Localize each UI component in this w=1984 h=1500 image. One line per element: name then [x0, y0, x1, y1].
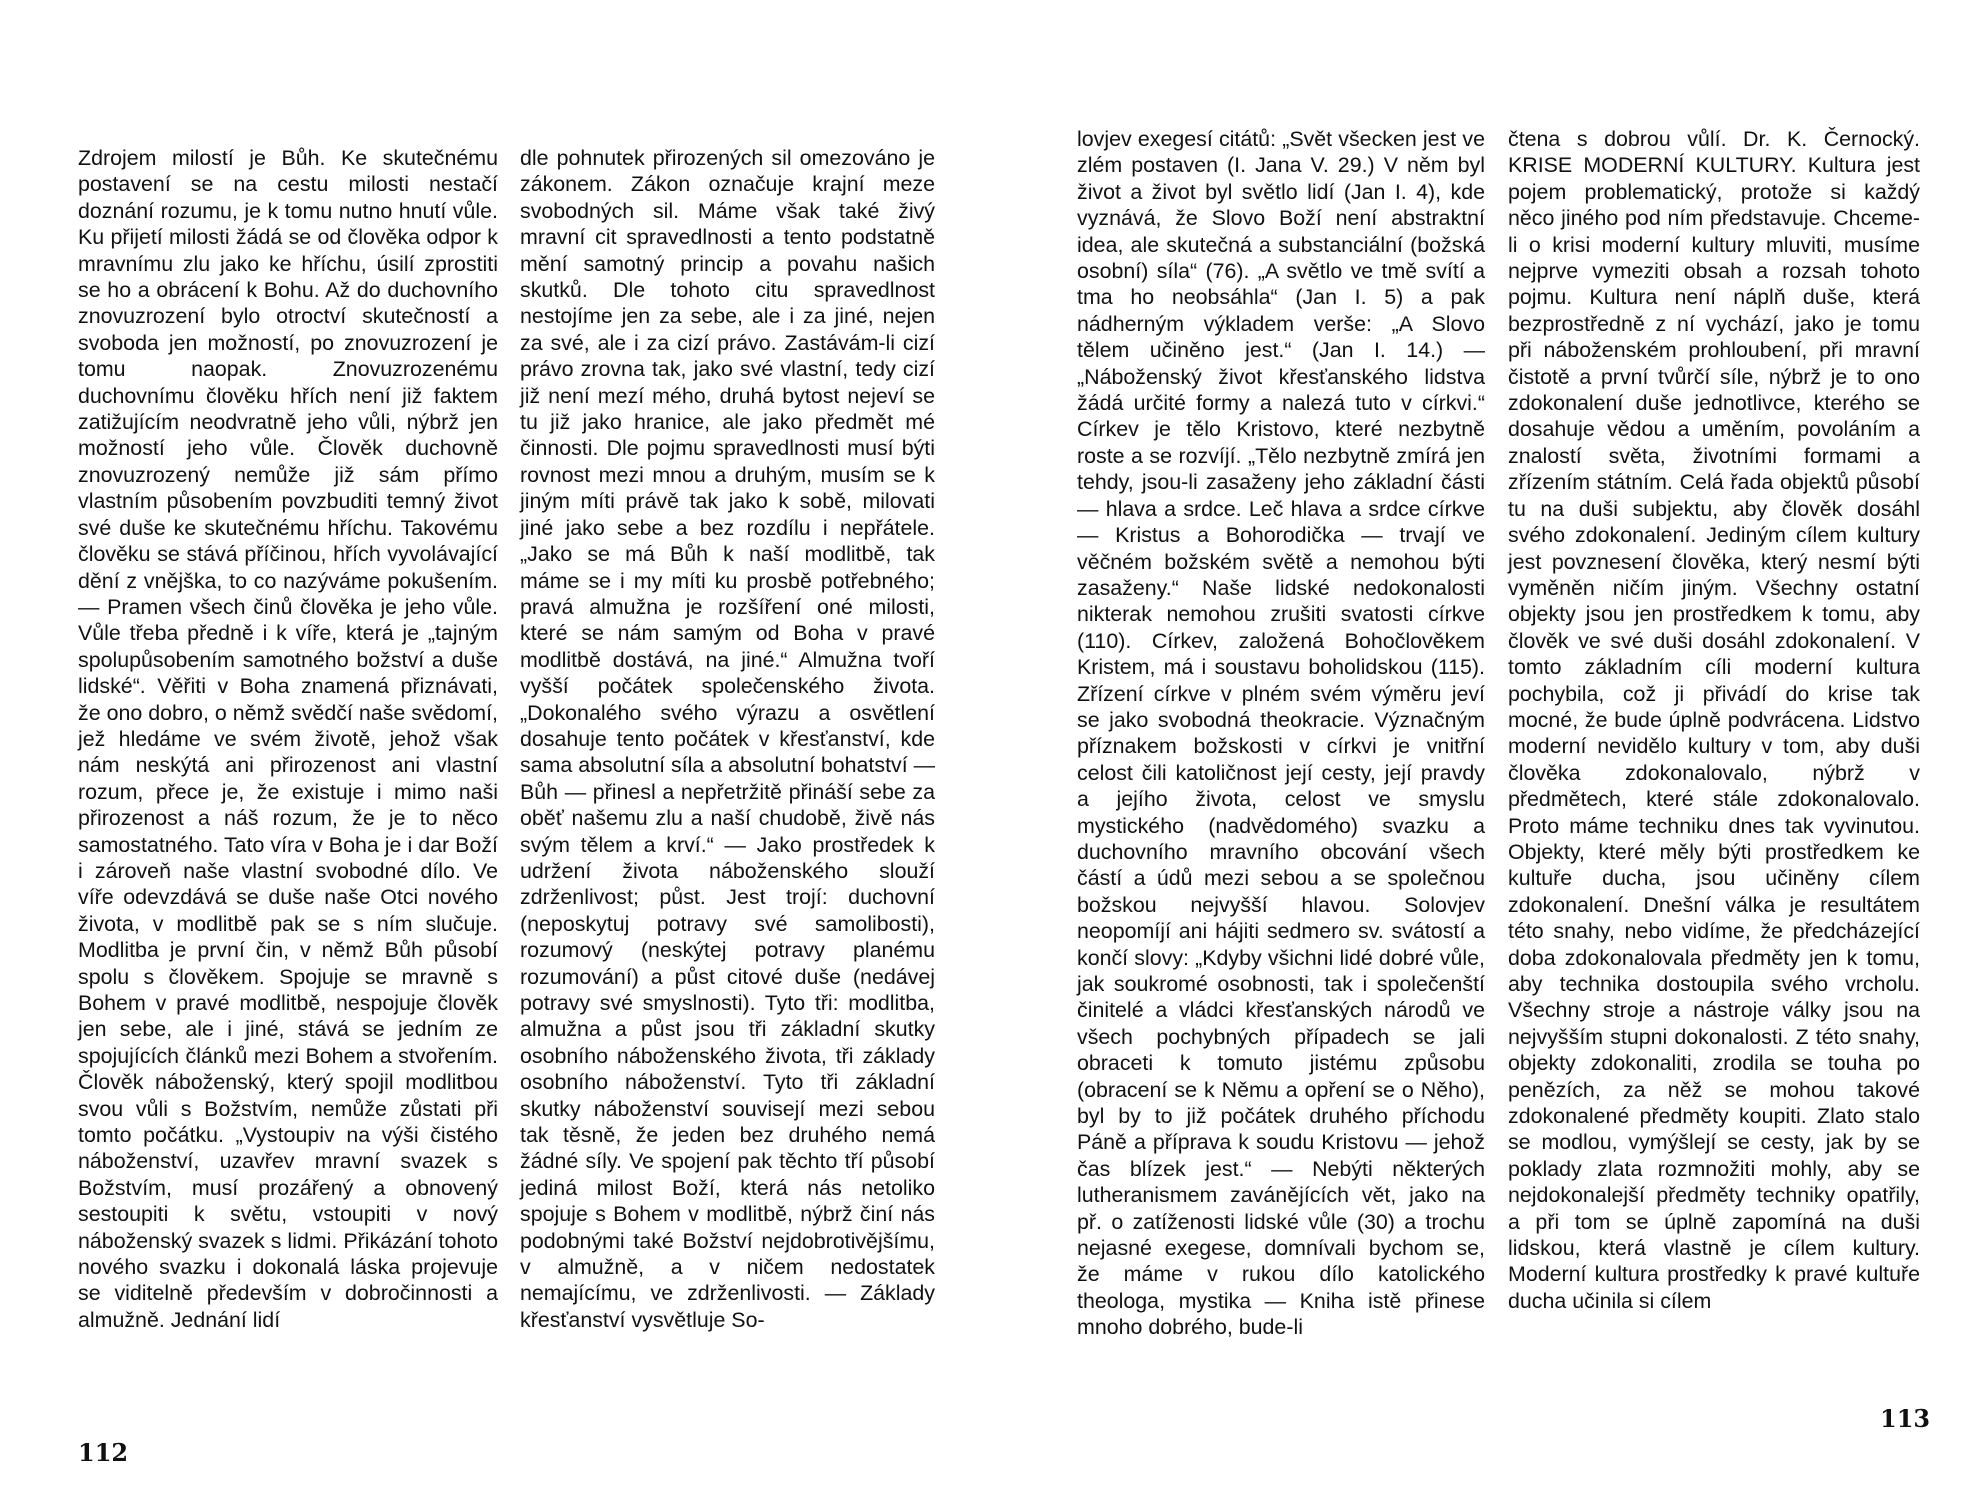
right-page-column-2: čtena s dobrou vůlí. Dr. K. Černocký. KRISE MODERNÍ KULTURY. Kultura jest pojem problematický, protože si každý něco jiného pod ním představuje. Chceme-li o krisi moderní kultury mluviti, musíme nejprve vymeziti obsah a rozsah tohoto pojmu. Kultura není náplň duše, která bezprostředně z ní vychází, jako je tomu při náboženském prohloubení, při mravní čistotě a první tvůrčí síle, nýbrž je to ono zdokonalení duše jednotlivce, kterého se dosahuje vědou a uměním, povoláním a znalostí světa, životními formami a zřízením státním. Celá řada objektů působí tu na duši subjektu, aby člověk dosáhl svého zdokonalení. Jediným cílem kultury jest povznesení člověka, který nesmí býti vyměněn ničím jiným. Všechny ostatní objekty jsou jen prostředkem k tomu, aby člověk ve své duši dosáhl zdokonalení. V tomto základním cíli moderní kultura pochybila, což ji přivádí do krise tak mocné, že bude úplně podvrácena. Lidstvo moderní nevidělo kultury v tom, aby duši člověka zdokonalovalo, nýbrž v předmětech, které stále zdokonalovalo. Proto máme techniku dnes tak vyvinutou. Objekty, které měly býti prostředkem ke kultuře ducha, jsou učiněny cílem zdokonalení. Dnešní válka je resultátem této snahy, nebo vidíme, že předcházející doba zdokonalovala předměty jen k tomu, aby technika dostoupila svého vrcholu. Všechny stroje a nástroje války jsou na nejvyšším stupni dokonalosti. Z této snahy, objekty zdokonaliti, zrodila se touha po penězích, za něž se mohou takové zdokonalené předměty koupiti. Zlato stalo se modlou, vymýšlejí se cesty, jak by se poklady zlata rozmnožiti mohly, aby se nejdokonalejší předměty techniky opatřily, a při tom se úplně zapomíná na duši lidskou, která vlastně je cílem kultury. Moderní kultura prostředky k pravé kultuře ducha učinila si cílem	[1508, 127, 1920, 1313]
page-number-left: 112	[78, 1438, 129, 1467]
left-page-column-2: dle pohnutek přirozených sil omezováno je zákonem. Zákon označuje krajní meze svobodných sil. Máme však také živý mravní cit spravedlnosti a tento podstatně mění samotný princip a povahu našich skutků. Dle tohoto citu spravedlnost nestojíme jen za sebe, ale i za jiné, nejen za své, ale i za cizí právo. Zastávám-li cizí právo zrovna tak, jako své vlastní, tedy cizí již není mezí mého, druhá bytost nejeví se tu již jako hranice, ale jako předmět mé činnosti. Dle pojmu spravedlnosti musí býti rovnost mezi mnou a druhým, musím se k jiným míti právě tak jako k sobě, milovati jiné jako sebe a bez rozdílu i nepřátele. „Jako se má Bůh k naší modlitbě, tak máme se i my míti ku prosbě potřebného; pravá almužna je rozšíření oné milosti, které se nám samým od Boha v pravé modlitbě dostává, na jiné.“ Almužna tvoří vyšší počátek společenského života. „Dokonalého svého výrazu a osvětlení dosahuje tento počátek v křesťanství, kde sama absolutní síla a absolutní bohatství — Bůh — přinesl a nepřetržitě přináší sebe za oběť našemu zlu a naší chudobě, živě nás svým tělem a krví.“ — Jako prostředek k udržení života náboženského slouží zdrženlivost; půst. Jest trojí: duchovní (neposkytuj potravy své samolibosti), rozumový (neskýtej potravy planému rozumování) a půst citové duše (nedávej potravy své smyslnosti). Tyto tři: modlitba, almužna a půst jsou tři základní skutky osobního náboženského života, tři základy osobního náboženství. Tyto tři základní skutky náboženství souvisejí mezi sebou tak těsně, že jeden bez druhého nemá žádné síly. Ve spojení pak těchto tří působí jediná milost Boží, která nás netoliko spojuje s Bohem v modlitbě, nýbrž činí nás podobnými také Božství nejdobrotivějšímu, v almužně, a v ničem nedostatek nemajícímu, ve zdrženlivosti. — Základy křesťanství vysvětluje So-	[520, 146, 935, 1332]
left-page-column-1: Zdrojem milostí je Bůh. Ke skutečnému postavení se na cestu milosti nestačí doznání rozumu, je k tomu nutno hnutí vůle. Ku přijetí milosti žádá se od člověka odpor k mravnímu zlu jako ke hříchu, úsilí zprostiti se ho a obrácení k Bohu. Až do duchovního znovuzrození bylo otroctví skutečností a svoboda jen možností, po znovuzrození je tomu naopak. Znovuzrozenému duchovnímu člověku hřích není již faktem zatižujícím neodvratně jeho vůli, nýbrž jen možností jeho vůle. Člověk duchovně znovuzrozený nemůže již sám přímo vlastním působením povzbuditi temný život své duše ke skutečnému hříchu. Takovému člověku se stává příčinou, hřích vyvolávající dění z vnějška, to co nazýváme pokušením. — Pramen všech činů člověka je jeho vůle. Vůle třeba předně i k víře, která je „tajným spolupůsobením samotného božství a duše lidské“. Věřiti v Boha znamená přiznávati, že ono dobro, o němž svědčí naše svědomí, jež hledáme ve svém životě, jehož však nám neskýtá ani přirozenost ani vlastní rozum, přece je, že existuje i mimo naši přirozenost a náš rozum, že je to něco samostatného. Tato víra v Boha je i dar Boží i zároveň naše vlastní svobodné dílo. Ve víře odevzdává se duše naše Otci nového života, v modlitbě pak se s ním slučuje. Modlitba je první čin, v němž Bůh působí spolu s člověkem. Spojuje se mravně s Bohem v pravé modlitbě, nespojuje člověk jen sebe, ale i jiné, stává se jedním ze spojujících článků mezi Bohem a stvořením. Člověk náboženský, který spojil modlitbou svou vůli s Božstvím, nemůže zůstati při tomto počátku. „Vystoupiv na výši čistého náboženství, uzavřev mravní svazek s Božstvím, musí prozářený a obnovený sestoupiti k světu, vstoupiti v nový náboženský svazek s lidmi. Přikázání tohoto nového svazku i dokonalá láska projevuje se viditelně především v dobročinnosti a almužně. Jednání lidí	[78, 146, 498, 1332]
right-page-column-1: lovjev exegesí citátů: „Svět všecken jest ve zlém postaven (I. Jana V. 29.) V něm byl život a život byl světlo lidí (Jan I. 4), kde vyznává, že Slovo Boží není abstraktní idea, ale skutečná a substanciální (božská osobní) síla“ (76). „A světlo ve tmě svítí a tma ho neobsáhla“ (Jan I. 5) a pak nádherným výkladem verše: „A Slovo tělem učiněno jest.“ (Jan I. 14.) — „Náboženský život křesťanského lidstva žádá určité formy a nalezá tuto v církvi.“ Církev je tělo Kristovo, které nezbytně roste a se rozvíjí. „Tělo nezbytně zmírá jen tehdy, jsou-li zasaženy jeho základní části — hlava a srdce. Leč hlava a srdce církve — Kristus a Bohorodička — trvají ve věčném božském světě a nemohou býti zasaženy.“ Naše lidské nedokonalosti nikterak nemohou zrušiti svatosti církve (110). Církev, založená Bohočlověkem Kristem, má i soustavu boholidskou (115). Zřízení církve v plném svém výměru jeví se jako svobodná theokracie. Význačným příznakem božskosti v církvi je vnitřní celost čili katoličnost její cesty, její pravdy a jejího života, celost ve smyslu mystického (nadvědomého) svazku a duchovního mravního obcování všech částí a údů mezi sebou a se společnou božskou nejvyšší hlavou. Solovjev neopomíjí ani hájiti sedmero sv. svátostí a končí slovy: „Kdyby všichni lidé dobré vůle, jak soukromé osobnosti, tak i společenští činitelé a vládci křesťanských národů ve všech pochybných případech se jali obraceti k tomuto jistému způsobu (obracení se k Němu a opření se o Něho), byl by to již počátek druhého příchodu Páně a příprava k soudu Kristovu — jehož čas blízek jest.“ — Nebýti některých lutheranismem zavánějících vět, jako na př. o zatíženosti lidské vůle (30) a trochu nejasné exegese, domnívali bychom se, že máme v rukou dílo katolického theologa, mystika — Kniha istě přinese mnoho dobrého, bude-li	[1077, 127, 1485, 1340]
page-number-right: 113	[1880, 1404, 1931, 1433]
